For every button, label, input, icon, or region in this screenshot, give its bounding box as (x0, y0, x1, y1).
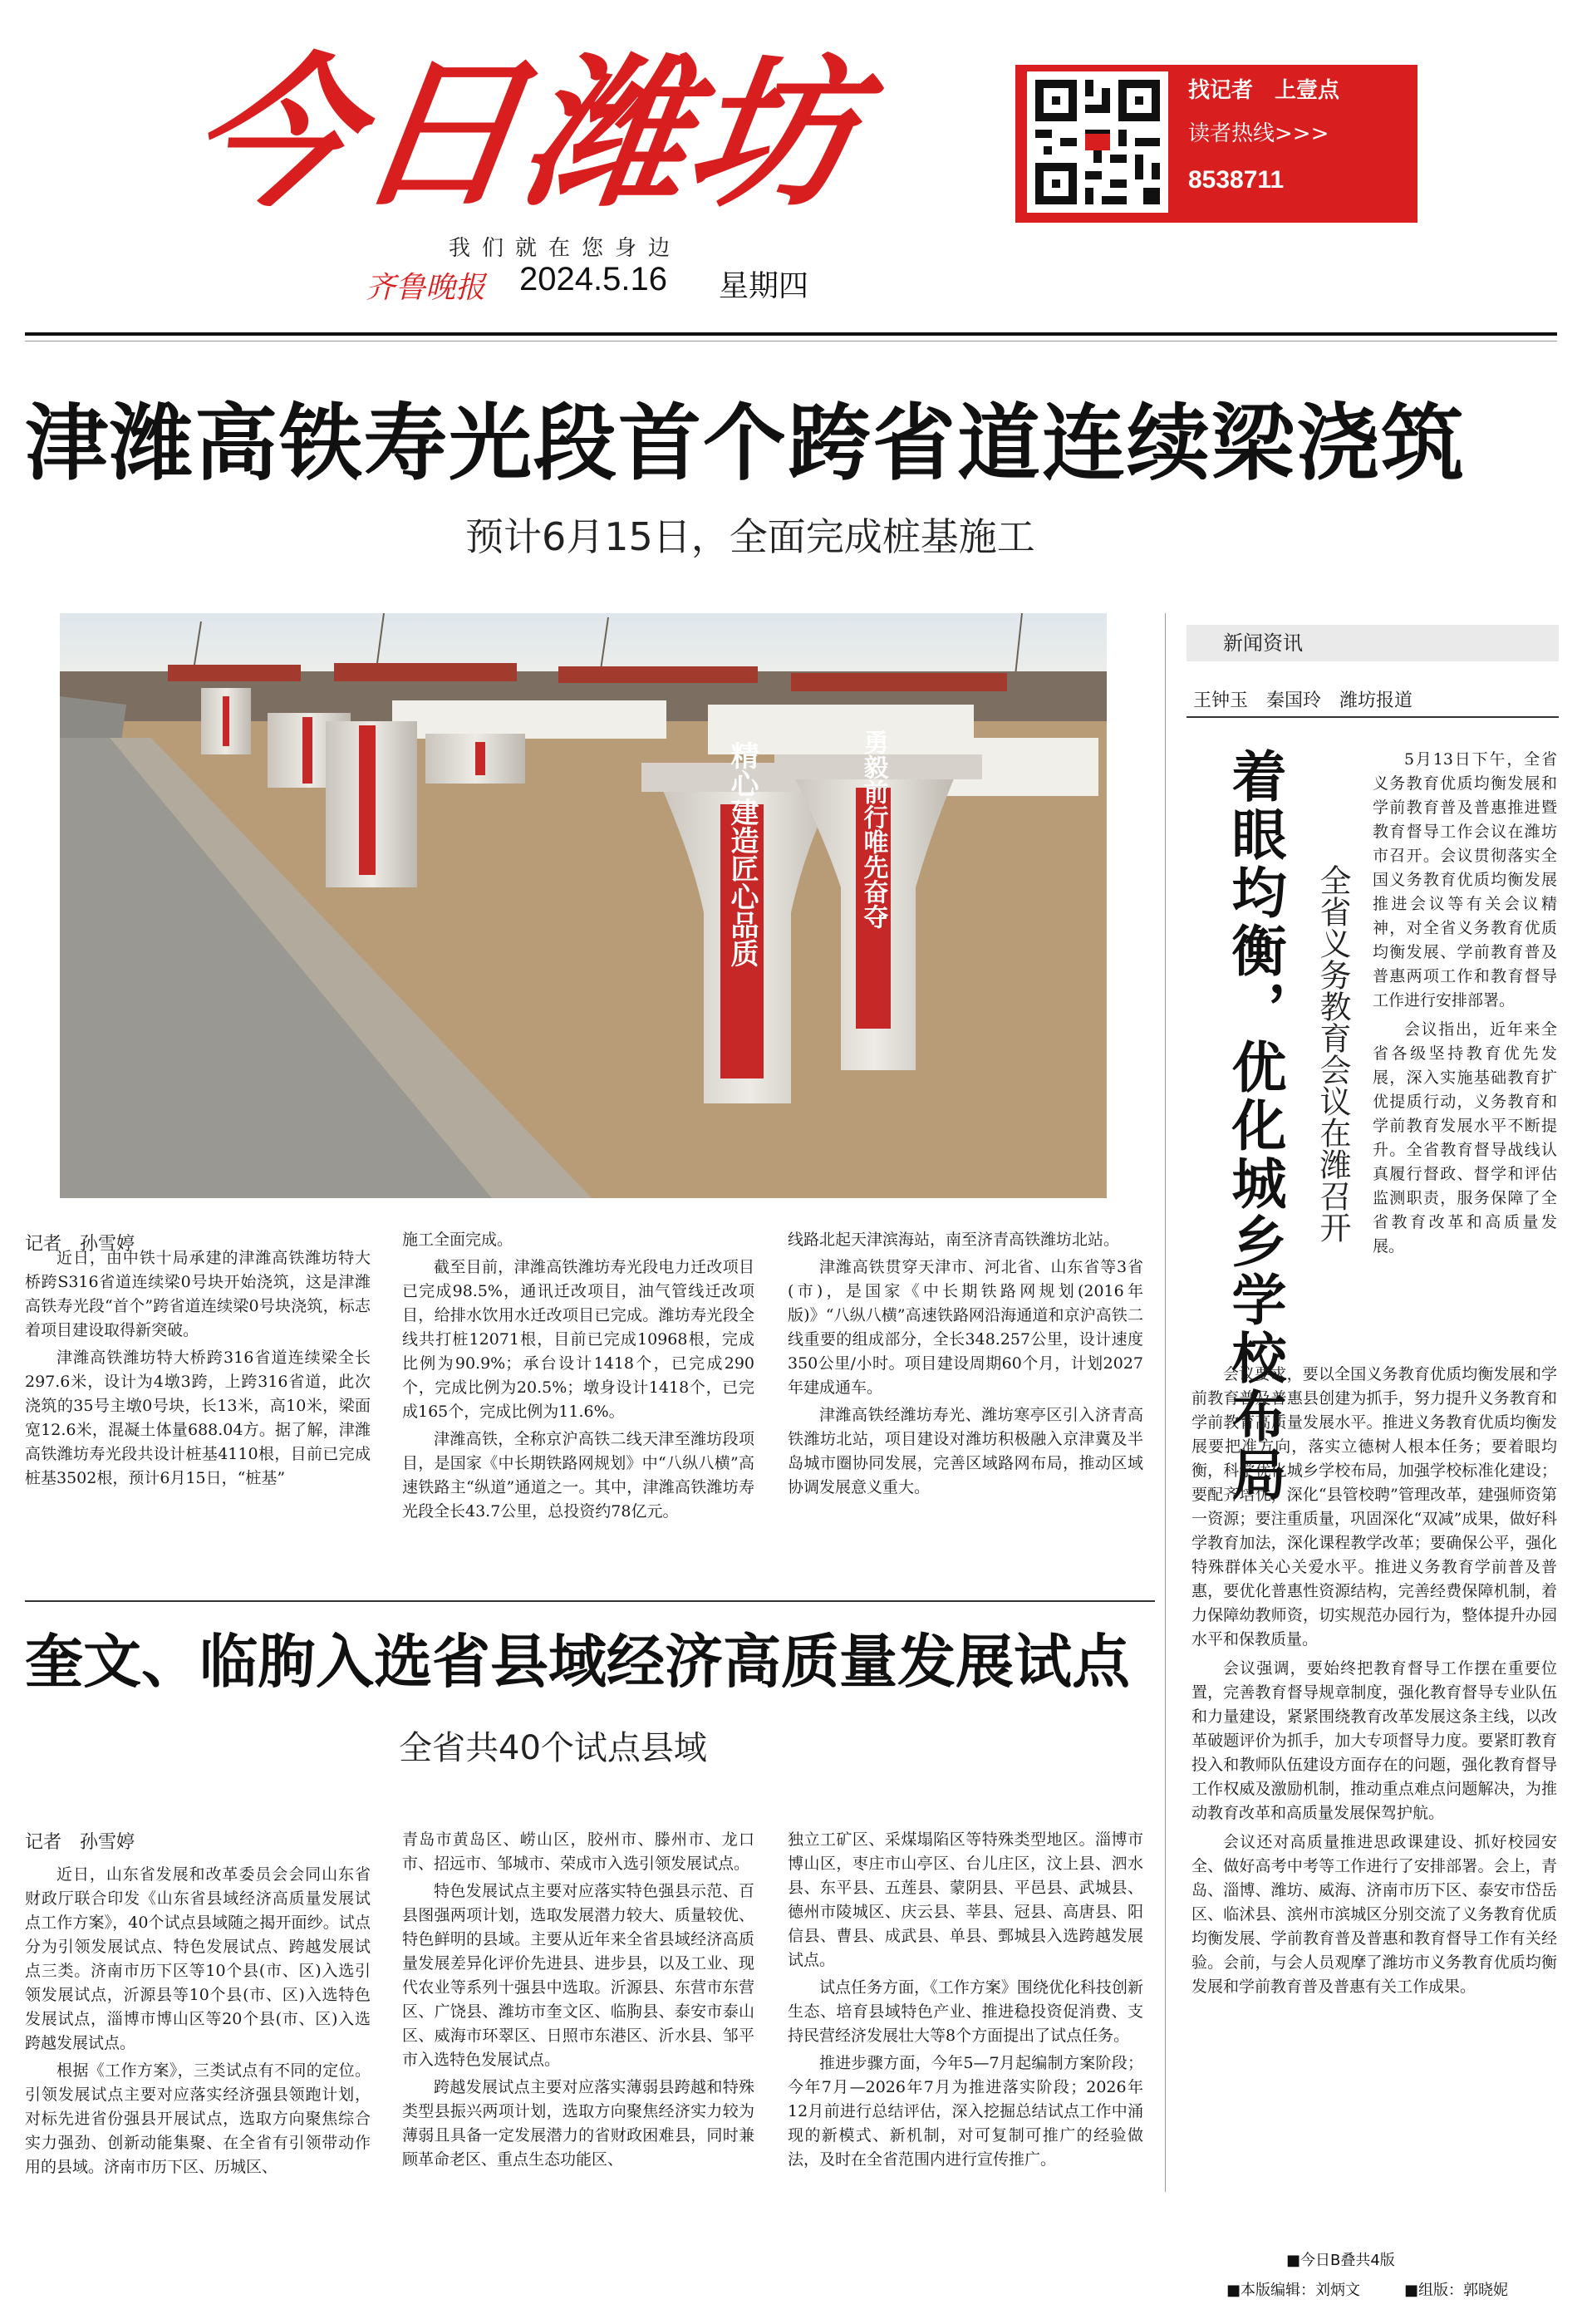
editor-credit: ■本版编辑：刘炳文 (1226, 2282, 1361, 2299)
pilot-column-3 (788, 1828, 1143, 2175)
paragraph: 近日，山东省发展和改革委员会会同山东省财政厅联合印发《山东省县域经济高质量发展试点工作方案》，40个试点县域随之揭开面纱。试点分为引领发展试点、特色发展试点、跨越发展试点三类。济南市历下区等10个县(市、区)入选引领发展试点，沂源县等10个县(市、区)入选特色发展试点，淄博市博山区等20个县(市、区)入选跨越发展试点。 (25, 1865, 371, 2052)
paragraph: 会议指出，近年来全省各级坚持教育优先发展，深入实施基础教育扩优提质行动，义务教育和学前教育发展水平不断提升。全省教育督导战线认真履行督政、督学和评估监测职责，服务保障了全省教育改革和高质量发展。 (1373, 1020, 1557, 1255)
issue-weekday: 星期四 (719, 269, 809, 303)
paragraph: 青岛市黄岛区、崂山区，胶州市、滕州市、龙口市、招远市、邹城市、荣成市入选引领发展试点。 (402, 1830, 754, 1873)
paragraph: 津潍高铁贯穿天津市、河北省、山东省等3省(市)，是国家《中长期铁路网规划(2016年版)》“八纵八横”高速铁路网沿海通道和京沪高铁二线重要的组成部分，全长348.257公里，设计速度350公里/小时。项目建设周期60个月，计划2027年建成通车。 (788, 1258, 1143, 1397)
paragraph: 施工全面完成。 (402, 1231, 513, 1249)
masthead-title: 今日潍坊 (179, 40, 872, 229)
sidebar-divider (1165, 613, 1166, 2192)
paragraph: 津潍高铁，全称京沪高铁二线天津至潍坊段项目，是国家《中长期铁路网规划》中“八纵八横”高速铁路主“纵道”通道之一。其中，津潍高铁潍坊寿光段全长43.7公里，总投资约78亿元。 (402, 1430, 754, 1521)
bridge-piers-illustration (60, 613, 1107, 1198)
paragraph: 根据《工作方案》，三类试点有不同的定位。引领发展试点主要对应落实经济强县领跑计划，对标先进省份强县开展试点，选取方向聚焦综合实力强劲、创新动能集聚、在全省有引领带动作用的县域。济南市历下区、历城区、 (25, 2061, 371, 2176)
paragraph: 跨越发展试点主要对应落实薄弱县跨越和特殊类型县振兴两项计划，选取方向聚焦经济实力较为薄弱且具备一定发展潜力的省财政困难县，同时兼顾革命老区、重点生态功能区、 (402, 2078, 754, 2169)
sidebar-column-wide (1191, 1363, 1557, 2004)
page-count: ■今日B叠共4版 (1286, 2252, 1395, 2269)
pier-banner-2: 勇毅前行唯先奋夺 (858, 730, 888, 929)
byline-pilot: 记者 孙雪婷 (25, 1832, 135, 1853)
paragraph: 津潍高铁经潍坊寿光、潍坊寒亭区引入济青高铁潍坊北站，项目建设对潍坊积极融入京津冀及半岛城市圈协同发展，完善区域路网布局，推动区域协调发展意义重大。 (788, 1406, 1143, 1496)
issue-date: 2024.5.16 (519, 261, 667, 297)
paragraph: 特色发展试点主要对应落实特色强县示范、百县图强两项计划，选取发展潜力较大、质量较优、特色鲜明的县域。主要从近年来全省县域经济高质量发展差异化评价先进县、进步县，以及工业、现代农业等系列十强县中选取。沂源县、东营市东营区、广饶县、潍坊市奎文区、临朐县、泰安市泰山区、威海市环翠区、日照市东港区、沂水县、邹平市入选特色发展试点。 (402, 1882, 754, 2069)
sidebar-section-label: 新闻资讯 (1186, 625, 1559, 661)
sidebar-subhead: 全省义务教育会议在潍召开 (1314, 864, 1351, 1243)
contact-line-reporter: 找记者 上壹点 (1188, 78, 1340, 103)
pilot-column-1 (25, 1863, 371, 2183)
masthead-rule (25, 332, 1557, 336)
paragraph: 推进步骤方面，今年5—7月起编制方案阶段；今年7月—2026年7月为推进落实阶段；2026年12月前进行总结评估，深入挖掘总结试点工作中涌现的新模式、新机制，对可复制可推广的经验做法，及时在全省范围内进行宣传推广。 (788, 2054, 1143, 2169)
article-divider (25, 1600, 1155, 1602)
contact-line-hotline: 读者热线>>> (1188, 121, 1329, 146)
paper-name: 齐鲁晚报 (366, 271, 486, 305)
sidebar-rule (1186, 716, 1559, 718)
paragraph: 截至目前，津潍高铁潍坊寿光段电力迁改项目已完成98.5%，通讯迁改项目，油气管线迁改项目，给排水饮用水迁改项目已完成。潍坊寿光段全线共打桩12071根，目前已完成10968根，完成比例为90.9%；承台设计1418个，已完成290个，完成比例为20.5%；墩身设计1418个，已完成165个，完成比例为11.6%。 (402, 1258, 754, 1421)
byline-railway: 记者 孙雪婷 (25, 1234, 135, 1255)
headline-pilot-counties: 奎文、临朐入选省县域经济高质量发展试点 (25, 1627, 1130, 1696)
layout-credit: ■组版：郭晓妮 (1404, 2282, 1509, 2299)
paragraph: 近日，由中铁十局承建的津潍高铁潍坊特大桥跨S316省道连续梁0号块开始浇筑，这是津潍高铁寿光段“首个”跨省道连续梁0号块浇筑，标志着项目建设取得新突破。 (25, 1249, 371, 1339)
railway-column-2 (402, 1228, 754, 1527)
paragraph: 5月13日下午，全省义务教育优质均衡发展和学前教育普及普惠推进暨教育督导工作会议在潍坊市召开。会议贯彻落实全国义务教育优质均衡发展推进会议等有关会议精神，对全省义务教育优质均衡发展、学前教育普及普惠两项工作和教育督导工作进行安排部署。 (1373, 750, 1557, 1010)
paragraph: 独立工矿区、采煤塌陷区等特殊类型地区。淄博市博山区，枣庄市山亭区、台儿庄区，汶上县、泗水县、东平县、五莲县、蒙阴县、平邑县、武城县、德州市陵城区、庆云县、莘县、冠县、高唐县、阳信县、曹县、成武县、单县、鄄城县入选跨越发展试点。 (788, 1830, 1143, 1969)
paragraph: 会议要求，要以全国义务教育优质均衡发展和学前教育普及普惠县创建为抓手，努力提升义务教育和学前教育高质量发展水平。推进义务教育优质均衡发展要把准方向，落实立德树人根本任务；要着眼均衡，科学优化城乡学校布局，加强学校标准化建设；要配齐培优，深化“县管校聘”管理改革，建强师资第一资源；要注重质量，巩固深化“双减”成果，做好科学教育加法，深化课程教学改革；要确保公平，强化特殊群体关心关爱水平。推进义务教育学前普及普惠，要优化普惠性资源结构，完善经费保障机制，着力保障幼教师资，切实规范办园行为，整体提升办园水平和保教质量。 (1191, 1365, 1557, 1648)
masthead-slogan: 我们就在您身边 (449, 236, 682, 261)
pier-banner-1: 精心建造匠心品质 (725, 741, 759, 967)
sidebar-headline: 着眼均衡，优化城乡学校布局 (1222, 748, 1287, 1504)
paragraph: 会议还对高质量推进思政课建设、抓好校园安全、做好高考中考等工作进行了安排部署。会上，青岛、淄博、潍坊、威海、济南市历下区、泰安市岱岳区、临沭县、滨州市滨城区分别交流了义务教育优质均衡发展、学前教育普及普惠和教育督导工作有关经验。会前，与会人员观摩了潍坊市义务教育优质均衡发展和学前教育普及普惠有关工作成果。 (1191, 1833, 1557, 1996)
construction-photo (60, 613, 1107, 1198)
qr-code[interactable] (1027, 71, 1168, 213)
paragraph: 津潍高铁潍坊特大桥跨316省道连续梁全长297.6米，设计为4墩3跨，上跨316省道，此次浇筑的35号主墩0号块，长13米，高10米，梁面宽12.6米，混凝土体量688.04方。据了解，津潍高铁潍坊寿光段共设计桩基4110根，目前已完成桩基3502根，预计6月15日，“桩基” (25, 1349, 371, 1487)
pilot-column-2 (402, 1828, 754, 2175)
subhead-pilot-counties: 全省共40个试点县域 (399, 1729, 707, 1767)
paragraph: 会议强调，要始终把教育督导工作摆在重要位置，完善教育督导规章制度，强化教育督导专业队伍和力量建设，紧紧围绕教育改革发展这条主线，以改革破题评价为抓手，加大专项督导力度。要紧盯教育投入和教师队伍建设方面存在的问题，强化教育督导工作权威及激励机制，推动重点难点问题解决，为推动教育改革和高质量发展保驾护航。 (1191, 1659, 1557, 1822)
hotline-number[interactable]: 8538711 (1188, 166, 1285, 194)
railway-column-1 (25, 1246, 371, 1494)
subhead-railway: 预计6月15日，全面完成桩基施工 (465, 514, 1035, 559)
paragraph: 试点任务方面，《工作方案》围绕优化科技创新生态、培育县域特色产业、推进稳投资促消费、支持民营经济发展壮大等8个方面提出了试点任务。 (788, 1978, 1143, 2045)
paragraph: 线路北起天津滨海站，南至济青高铁潍坊北站。 (788, 1231, 1120, 1249)
sidebar-column-narrow (1373, 748, 1557, 1264)
railway-column-3 (788, 1228, 1143, 1503)
qr-code-icon (1027, 71, 1168, 213)
sidebar-byline: 王钟玉 秦国玲 潍坊报道 (1193, 690, 1413, 711)
headline-railway: 津潍高铁寿光段首个跨省道连续梁浇筑 (25, 394, 1466, 492)
